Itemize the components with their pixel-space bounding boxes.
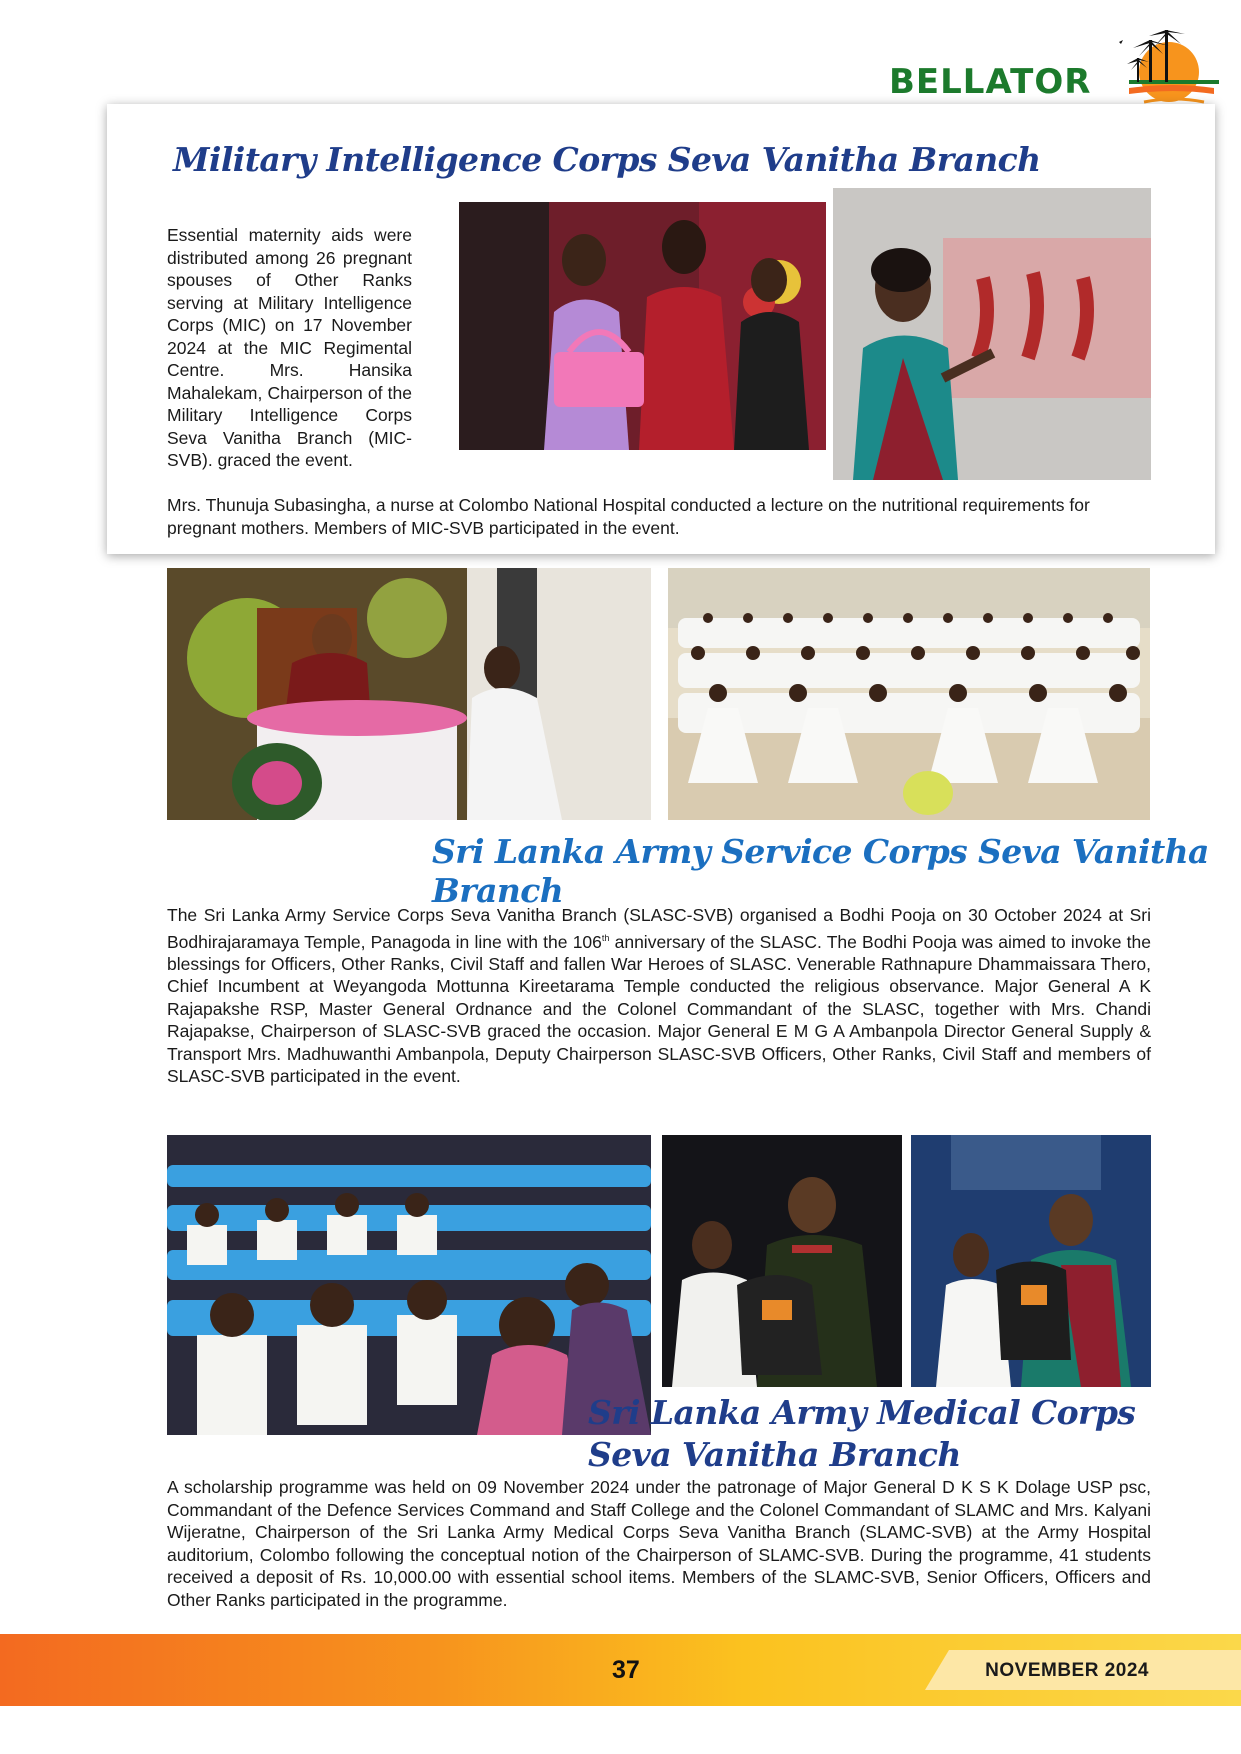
- slasc-body-text: [167, 904, 1151, 1088]
- slasc-body-part1: The Sri Lanka Army Service Corps Seva Vanitha Branch (SLASC-SVB) organised a Bodhi Pooja on 30 October 2024 at Sri Bodhirajaramaya Temple, Panagoda in line with the 106: [167, 905, 1151, 952]
- issue-date: NOVEMBER 2024: [985, 1660, 1149, 1681]
- section-heading-mic-svb: Military Intelligence Corps Seva Vanitha Branch: [173, 140, 1041, 179]
- photo-bodhi-pooja-offering: [167, 568, 651, 820]
- masthead: [889, 22, 1219, 112]
- slamc-body-text: A scholarship programme was held on 09 November 2024 under the patronage of Major General D K S K Dolage USP psc, Commandant of the Defence Services Command and Staff College and the Colonel Commandant of SLAMC and Mrs. Kalyani Wijeratne, Chairperson of the Sri Lanka Army Medical Corps Seva Vanitha Branch (SLAMC-SVB) at the Army Hospital auditorium, Colombo following the conceptual notion of the Chairperson of SLAMC-SVB. During the programme, 41 students received a deposit of Rs. 10,000.00 with essential school items. Members of the SLAMC-SVB, Senior Officers, Officers and Other Ranks participated in the programme.: [167, 1477, 1151, 1610]
- page-footer: [0, 1634, 1241, 1706]
- section-heading-slamc-svb: [588, 1392, 1135, 1476]
- photo-scholarship-award-chairperson: [911, 1135, 1151, 1387]
- section-heading-slasc-svb: Sri Lanka Army Service Corps Seva Vanitha Branch: [432, 832, 1209, 910]
- mic-intro-text: Essential maternity aids were distributed among 26 pregnant spouses of Other Ranks serving at Military Intelligence Corps (MIC) on 17 November 2024 at the MIC Regimental Centre. Mrs. Hansika Mahalekam, Chairperson of the Military Intelligence Corps Seva Vanitha Branch (MIC-SVB). graced the event.: [167, 225, 412, 470]
- slasc-body-superscript: th: [601, 932, 610, 943]
- mic-lecture-text: Mrs. Thunuja Subasingha, a nurse at Colombo National Hospital conducted a lecture on the nutritional requirements for pregnant mothers. Members of MIC-SVB participated in the event.: [167, 495, 1090, 538]
- page-number: 37: [612, 1656, 640, 1684]
- photo-nutrition-lecture: [833, 188, 1151, 480]
- photo-bodhi-pooja-gathering: [668, 568, 1150, 820]
- magazine-title: BELLATOR: [889, 62, 1092, 102]
- slamc-heading-line1: Sri Lanka Army Medical Corps: [588, 1393, 1136, 1432]
- palm-sunset-logo: [1089, 22, 1219, 112]
- slamc-heading-line2: Seva Vanitha Branch: [588, 1435, 961, 1474]
- photo-scholarship-award-officer: [662, 1135, 902, 1387]
- photo-scholarship-auditorium: [167, 1135, 651, 1435]
- slasc-body-part2: anniversary of the SLASC. The Bodhi Pooja was aimed to invoke the blessings for Officers, Other Ranks, Civil Staff and fallen War Heroes of SLASC. Venerable Rathnapure Dhammaissara Thero, Chief Incumbent at Weyangoda Mottunna Kireetarama Temple conducted the religious observance. Major General A K Rajapakshe RSP, Master General Ordnance and the Colonel Commandant of the SLASC, together with Mrs. Chandi Rajapakse, Chairperson of SLASC-SVB graced the occasion. Major General E M G A Ambanpola Director General Supply & Transport Mrs. Madhuwanthi Ambanpola, Deputy Chairperson SLASC-SVB Officers, Other Ranks, Civil Staff and members of SLASC-SVB participated in the event.: [167, 931, 1151, 1087]
- photo-maternity-aid-handover: [459, 202, 826, 450]
- section-mic-svb: [107, 104, 1215, 554]
